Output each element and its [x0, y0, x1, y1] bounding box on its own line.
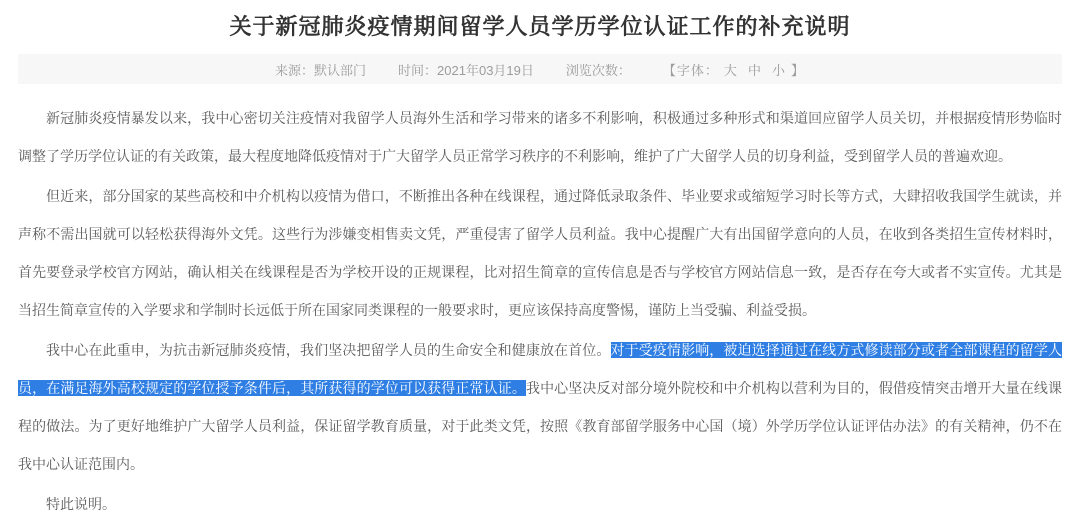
paragraph-2: 但近来，部分国家的某些高校和中介机构以疫情为借口，不断推出各种在线课程，通过降低录取条件、毕业要求或缩短学习时长等方式，大肆招收我国学生就读，并声称不需出国就可以轻松获得海外文凭。这些行为涉嫌变相售卖文凭，严重侵害了留学人员利益。我中心提醒广大有出国留学意向的人员，在收到各类招生宣传材料时，首先要登录学校官方网站，确认相关在线课程是否为学校开设的正规课程，比对招生简章的宣传信息是否与学校官方网站信息一致，是否存在夸大或者不实宣传。尤其是当招生简章宣传的入学要求和学制时长远低于所在国家同类课程的一般要求时，更应该保持高度警惕，谨防上当受骗、利益受损。	[18, 188, 1062, 318]
meta-bar	[18, 54, 1062, 84]
highlighted-text: 对于受疫情影响，被迫选择通过在线方式修读部分或者全部课程的留学人员，在满足海外高校规定的学位授予条件后，其所获得的学位可以获得正常认证。	[18, 342, 1063, 396]
meta-source-value: 默认部门	[314, 62, 367, 78]
paragraph-3-after: 我中心坚决反对部分境外院校和中介机构以营利为目的，假借疫情突击增开大量在线课程的做法。为了更好地维护广大留学人员利益，保证留学教育质量，对于此类文凭，按照《教育部留学服务中心国（境）外学历学位认证评估办法》的有关精神，仍不在我中心认证范围内。	[18, 380, 1063, 472]
font-size-medium-link[interactable]: 中	[747, 62, 762, 78]
meta-time	[398, 60, 534, 79]
paragraph-3	[18, 331, 1062, 483]
article-page	[0, 10, 1080, 512]
font-control-open-bracket: 【字体：	[662, 62, 719, 78]
paragraph-1: 新冠肺炎疫情暴发以来，我中心密切关注疫情对我留学人员海外生活和学习带来的诸多不利影响，积极通过多种形式和渠道回应留学人员关切，并根据疫情形势临时调整了学历学位认证的有关政策，最大程度地降低疫情对于广大留学人员正常学习秩序的不利影响，维护了广大留学人员的切身利益，受到留学人员的普遍欢迎。	[18, 110, 1062, 164]
paragraph-3-before: 我中心在此重申，为抗击新冠肺炎疫情，我们坚决把留学人员的生命安全和健康放在首位。	[46, 342, 611, 358]
meta-time-value: 2021年03月19日	[437, 62, 534, 78]
font-size-small-link[interactable]: 小	[771, 62, 786, 78]
article-body	[18, 99, 1062, 523]
meta-time-label: 时间：	[398, 62, 438, 78]
meta-views-label: 浏览次数：	[565, 62, 631, 78]
font-size-control	[663, 60, 805, 79]
font-size-large-link[interactable]: 大	[723, 62, 738, 78]
paragraph-4: 特此说明。	[46, 496, 116, 512]
meta-views	[566, 60, 631, 79]
page-title: 关于新冠肺炎疫情期间留学人员学历学位认证工作的补充说明	[229, 14, 851, 39]
meta-source-label: 来源：	[275, 62, 315, 78]
meta-source	[275, 60, 366, 79]
font-control-close-bracket: 】	[790, 62, 805, 78]
